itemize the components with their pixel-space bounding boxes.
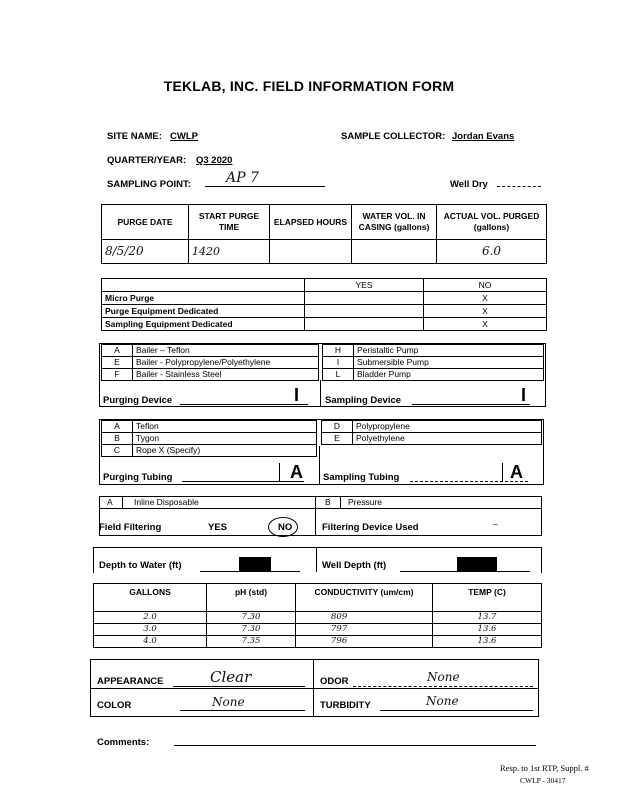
reading-conductivity: 797	[296, 624, 433, 636]
conductivity-header: CONDUCTIVITY (um/cm)	[296, 584, 433, 612]
devices-right-table	[322, 344, 544, 381]
sampling-device-value: I	[521, 385, 527, 405]
device-code: L	[323, 369, 354, 381]
micro-purge-yes	[305, 292, 424, 305]
start-purge-header: START PURGE TIME	[189, 205, 270, 240]
collector-label: SAMPLE COLLECTOR:	[341, 131, 446, 142]
start-purge-value: 1420	[189, 240, 270, 264]
device-code: F	[102, 369, 133, 381]
well-dry-label: Well Dry	[450, 179, 488, 190]
quarter-label: QUARTER/YEAR:	[107, 155, 187, 166]
comments-label: Comments:	[97, 737, 150, 748]
tubing-name: Teflon	[133, 421, 317, 433]
color-value: None	[212, 695, 245, 709]
device-code: H	[323, 345, 354, 357]
tubing-code: D	[322, 421, 353, 433]
tubing-code: B	[102, 433, 133, 445]
quarter-value: Q3 2020	[196, 155, 233, 166]
reading-gallons: 2.0	[94, 612, 207, 624]
device-name: Bladder Pump	[354, 369, 544, 381]
reading-conductivity: 796	[296, 636, 433, 648]
filter-a-code: A	[107, 497, 113, 507]
device-name: Peristaltic Pump	[354, 345, 544, 357]
reading-ph: 7.30	[207, 612, 296, 624]
device-name: Bailer - Stainless Steel	[133, 369, 319, 381]
purge-date-value: 8/5/20	[102, 240, 189, 264]
purge-table	[101, 204, 547, 264]
collector-value: Jordan Evans	[452, 131, 515, 142]
footer-line-2: CWLP - 30417	[520, 776, 566, 785]
well-depth-label: Well Depth (ft)	[322, 560, 387, 571]
reading-conductivity: 809	[296, 612, 433, 624]
tubing-name: Polyethylene	[353, 433, 542, 445]
device-code: I	[323, 357, 354, 369]
redacted-depth-water	[239, 557, 271, 572]
device-name: Submersible Pump	[354, 357, 544, 369]
gallons-header: GALLONS	[94, 584, 207, 612]
sampling-dedicated-label: Sampling Equipment Dedicated	[102, 318, 305, 331]
filter-b-name: Pressure	[348, 497, 383, 507]
filtering-device-value: –	[493, 519, 498, 529]
device-code: E	[102, 357, 133, 369]
filtering-device-label: Filtering Device Used	[322, 522, 419, 533]
elapsed-hours-header: ELAPSED HOURS	[270, 205, 352, 240]
depth-to-water-label: Depth to Water (ft)	[99, 560, 182, 571]
site-name-label: SITE NAME:	[107, 131, 162, 142]
form-title: TEKLAB, INC. FIELD INFORMATION FORM	[163, 78, 455, 94]
actual-vol-value: 6.0	[437, 240, 547, 264]
elapsed-hours-value	[270, 240, 352, 264]
readings-table	[93, 583, 542, 648]
actual-vol-header: ACTUAL VOL. PURGED (gallons)	[437, 205, 547, 240]
purging-tubing-value: A	[290, 462, 303, 482]
odor-label: ODOR	[320, 676, 349, 687]
tubing-left-table	[101, 420, 317, 457]
reading-gallons: 4.0	[94, 636, 207, 648]
field-filtering-label: Field Filtering	[99, 522, 162, 533]
reading-temp: 13.6	[433, 636, 542, 648]
appearance-label: APPEARANCE	[97, 676, 164, 687]
turbidity-label: TURBIDITY	[320, 700, 371, 711]
ph-header: pH (std)	[207, 584, 296, 612]
sampling-point-label: SAMPLING POINT:	[107, 179, 191, 190]
filtering-yes: YES	[208, 522, 228, 533]
purging-device-label: Purging Device	[103, 395, 173, 406]
purging-device-value: I	[294, 385, 300, 405]
purge-dedicated-label: Purge Equipment Dedicated	[102, 305, 305, 318]
reading-temp: 13.7	[433, 612, 542, 624]
sampling-dedicated-no: X	[424, 318, 547, 331]
tubing-right-table	[321, 420, 542, 445]
water-vol-value	[352, 240, 437, 264]
sampling-point-value: AP 7	[226, 170, 259, 186]
tubing-code: E	[322, 433, 353, 445]
reading-ph: 7.35	[207, 636, 296, 648]
purge-dedicated-no: X	[424, 305, 547, 318]
purge-date-header: PURGE DATE	[102, 205, 189, 240]
micro-purge-label: Micro Purge	[102, 292, 305, 305]
color-label: COLOR	[97, 700, 132, 711]
tubing-code: C	[102, 445, 133, 457]
device-name: Bailer – Teflon	[133, 345, 319, 357]
reading-temp: 13.6	[433, 624, 542, 636]
yes-header: YES	[305, 279, 424, 292]
tubing-code: A	[102, 421, 133, 433]
sampling-dedicated-yes	[305, 318, 424, 331]
tubing-name: Rope X (Specify)	[133, 445, 317, 457]
site-name-value: CWLP	[170, 131, 198, 142]
equipment-table	[101, 278, 547, 331]
water-vol-header: WATER VOL. IN CASING (gallons)	[352, 205, 437, 240]
reading-ph: 7.30	[207, 624, 296, 636]
no-circle-mark	[268, 517, 298, 537]
odor-value: None	[427, 670, 460, 684]
temp-header: TEMP (C)	[433, 584, 542, 612]
sampling-tubing-label: Sampling Tubing	[323, 472, 400, 483]
device-code: A	[102, 345, 133, 357]
appearance-value: Clear	[210, 668, 252, 686]
reading-gallons: 3.0	[94, 624, 207, 636]
devices-left-table	[101, 344, 319, 381]
tubing-name: Tygon	[133, 433, 317, 445]
filtering-no: NO	[278, 522, 293, 533]
sampling-tubing-value: A	[510, 462, 523, 482]
turbidity-value: None	[426, 694, 459, 708]
no-header: NO	[424, 279, 547, 292]
purge-dedicated-yes	[305, 305, 424, 318]
filter-a-name: Inline Disposable	[134, 497, 199, 507]
sampling-device-label: Sampling Device	[325, 395, 402, 406]
footer-line-1: Resp. to 1st RTP, Suppl. #	[500, 763, 589, 773]
device-name: Bailer - Polypropylene/Polyethylene	[133, 357, 319, 369]
micro-purge-no: X	[424, 292, 547, 305]
filter-b-code: B	[325, 497, 331, 507]
tubing-name: Polypropylene	[353, 421, 542, 433]
redacted-well-depth	[457, 557, 497, 572]
purging-tubing-label: Purging Tubing	[103, 472, 173, 483]
